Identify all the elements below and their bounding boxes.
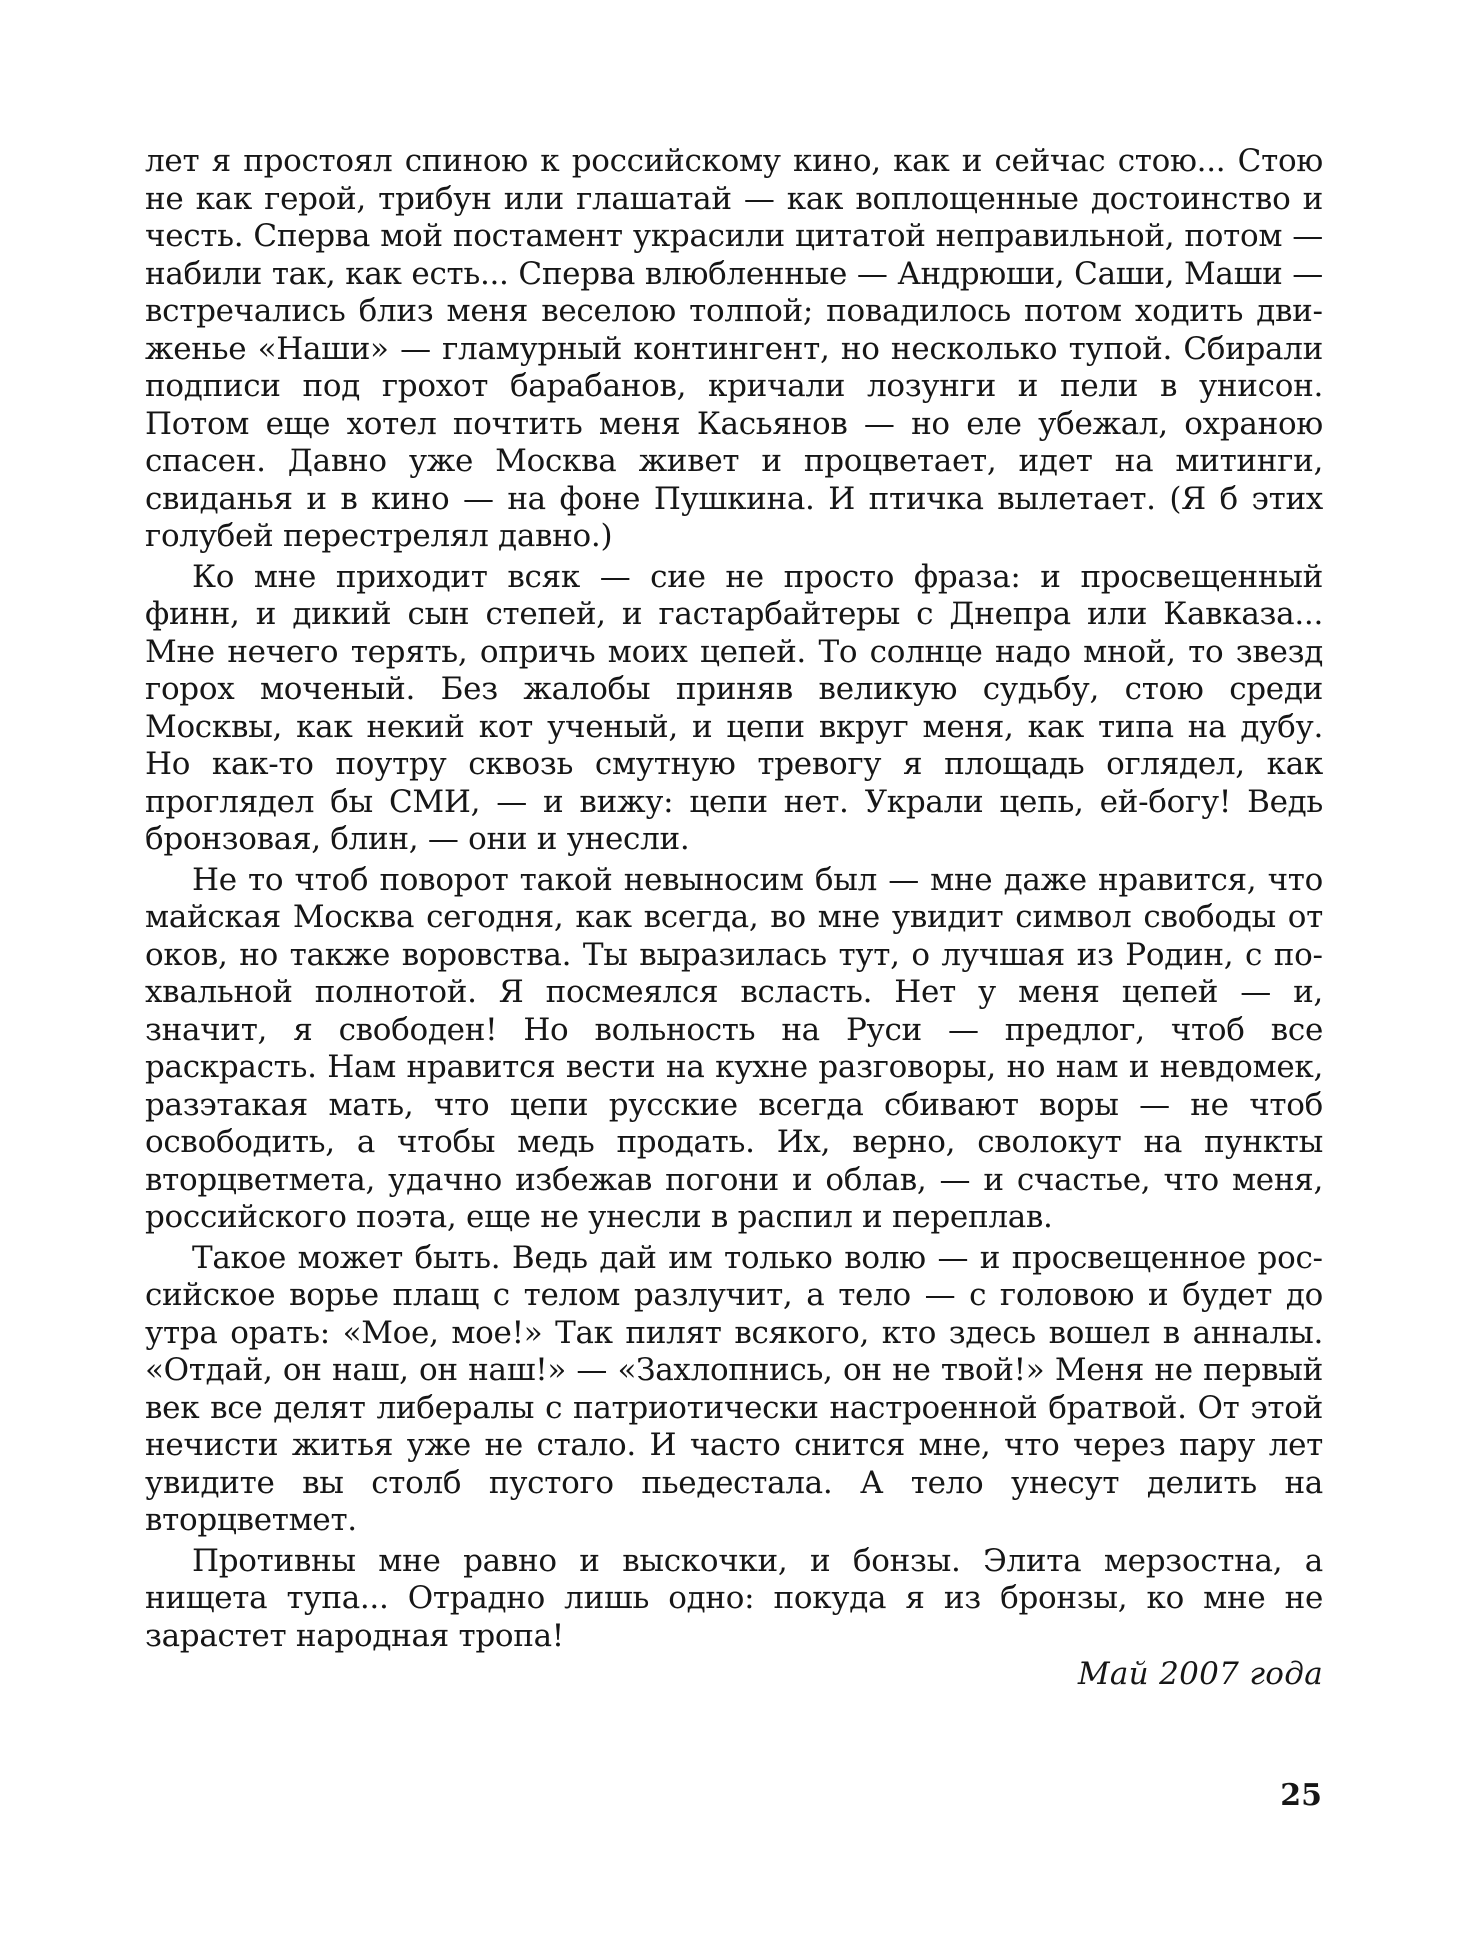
paragraph-1: лет я простоял спиною к российскому кино, как и сейчас стою... Стою не как герой, трибун или глашатай — как воплощенные достоинство и честь. Сперва мой постамент украсили цитатой неправильной, потом — набили так, как есть... Сперва влюбленные — Андрюши, Саши, Маши — встречались близ меня веселою толпой; повадилось потом ходить движенье «Наши» — гламурный контингент, но несколько тупой. Сбирали подписи под грохот барабанов, кричали лозунги и пели в унисон. Потом еще хотел почтить меня Касьянов — но еле убежал, охраною спасен. Давно уже Москва живет и процветает, идет на митинги, свиданья и в кино — на фоне Пушкина. И птичка вылетает. (Я б этих голубей перестрелял давно.) — [145, 143, 1323, 554]
paragraph-4: Такое может быть. Ведь дай им только волю — и просвещенное российское ворье плащ с телом разлучит, а тело — с головою и будет до утра орать: «Мое, мое!» Так пилят всякого, кто здесь вошел в анналы. «Отдай, он наш, он наш!» — «Захлопнись, он не твой!» Меня не первый век все делят либералы с патриотически настроенной братвой. От этой нечисти житья уже не стало. И часто снится мне, что через пару лет увидите вы столб пустого пьедестала. А тело унесут делить на вторцветмет. — [145, 1239, 1323, 1538]
paragraph-3: Не то чтоб поворот такой невыносим был — мне даже нравится, что майская Москва сегодня, как всегда, во мне увидит символ свободы от оков, но также воровства. Ты выразилась тут, о лучшая из Родин, с похвальной полнотой. Я посмеялся всласть. Нет у меня цепей — и, значит, я свободен! Но вольность на Руси — предлог, чтоб все раскрасть. Нам нравится вести на кухне разговоры, но нам и невдомек, разэтакая мать, что цепи русские всегда сбивают воры — не чтоб освободить, а чтобы медь продать. Их, верно, сволокут на пункты вторцветмета, удачно избежав погони и облав, — и счастье, что меня, российского поэта, еще не унесли в распил и переплав. — [145, 861, 1323, 1235]
page-number: 25 — [1280, 1778, 1322, 1813]
date-signature: Май 2007 года — [1077, 1656, 1323, 1692]
paragraph-5: Противны мне равно и выскочки, и бонзы. Элита мерзостна, а нищета тупа... Отрадно лишь одно: покуда я из бронзы, ко мне не зарастет народная тропа! — [145, 1542, 1323, 1654]
body-text — [145, 143, 1323, 1658]
paragraph-2: Ко мне приходит всяк — сие не просто фраза: и просвещенный финн, и дикий сын степей, и гастарбайтеры с Днепра или Кавказа... Мне нечего терять, опричь моих цепей. То солнце надо мной, то звезд горох моченый. Без жалобы приняв великую судьбу, стою среди Москвы, как некий кот ученый, и цепи вкруг меня, как типа на дубу. Но как-то поутру сквозь смутную тревогу я площадь оглядел, как проглядел бы СМИ, — и вижу: цепи нет. Украли цепь, ей-богу! Ведь бронзовая, блин, — они и унесли. — [145, 558, 1323, 857]
